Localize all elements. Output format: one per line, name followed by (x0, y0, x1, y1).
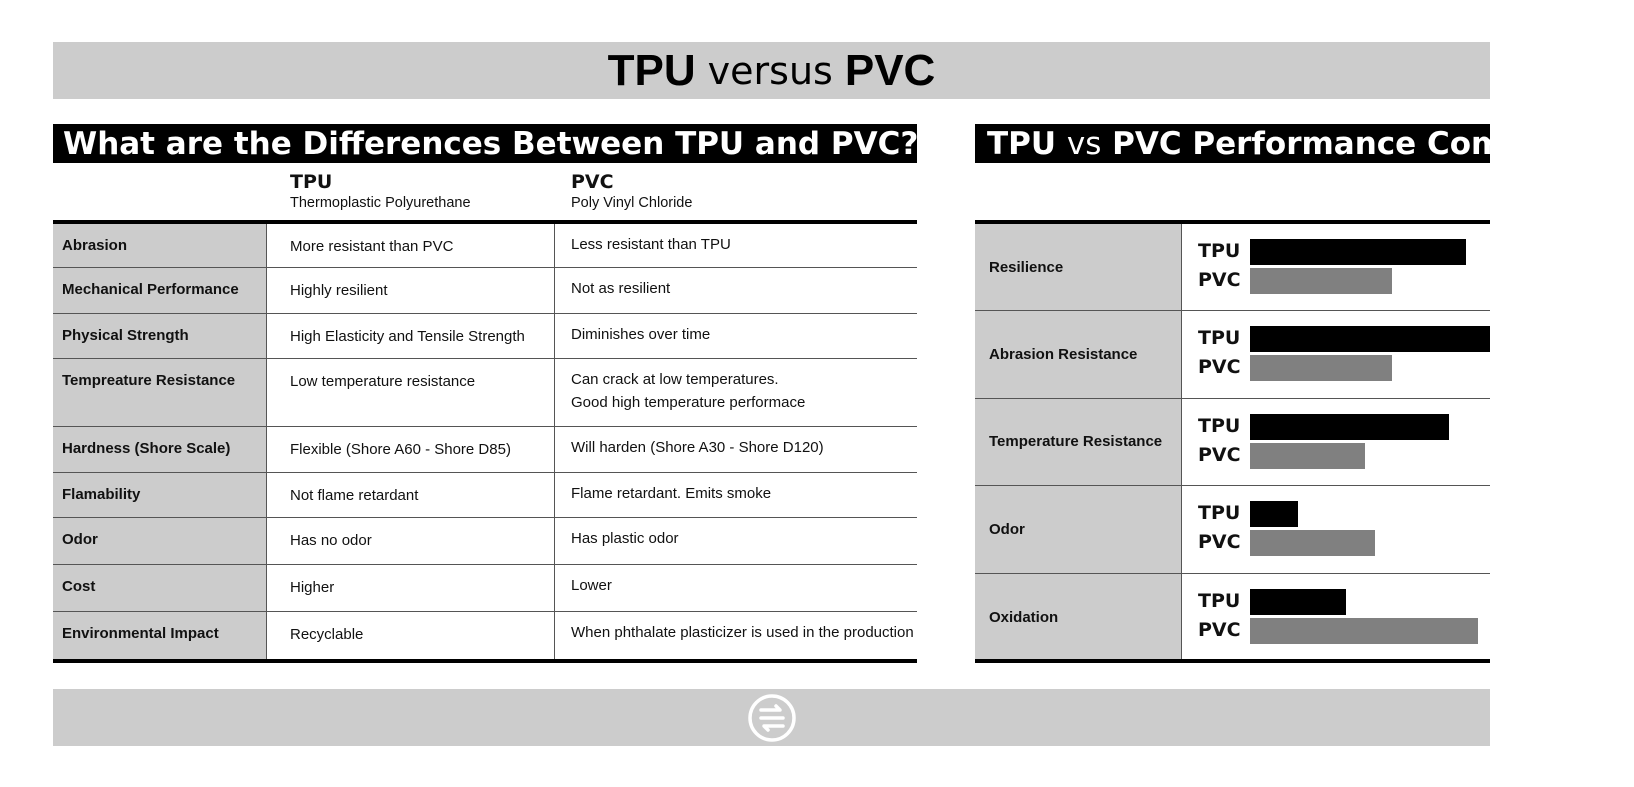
pvc-cell (571, 436, 824, 459)
tpu-cell: Higher (290, 579, 335, 596)
tpu-cell: High Elasticity and Tensile Strength (290, 328, 525, 345)
title-versus: versus (707, 48, 833, 93)
pvc-cell (571, 233, 731, 256)
bar-tpu (1250, 239, 1466, 265)
series-label-tpu: TPU (1198, 502, 1241, 525)
table-row (53, 224, 917, 268)
tpu-cell: Not flame retardant (290, 487, 419, 504)
series-label-tpu: TPU (1198, 589, 1241, 612)
chart-row (975, 486, 1490, 573)
row-label: Cost (53, 565, 267, 611)
row-label: Mechanical Performance (53, 268, 267, 313)
perf-heading-vs: vs (1066, 125, 1102, 162)
pvc-cell-line: Less resistant than TPU (571, 236, 731, 253)
title-pvc: PVC (844, 45, 936, 95)
category-label: Odor (975, 486, 1182, 572)
column-tpu-abbr: TPU (290, 171, 333, 193)
tpu-cell: Flexible (Shore A60 - Shore D85) (290, 441, 511, 458)
column-pvc-full: Poly Vinyl Chloride (571, 195, 693, 211)
pvc-cell (571, 277, 670, 300)
bar-tpu (1250, 414, 1449, 440)
table-row (53, 359, 917, 427)
bar-tpu (1250, 326, 1490, 352)
bar-pvc (1250, 530, 1375, 556)
differences-heading-text: What are the Differences Between TPU and PVC? (63, 125, 919, 162)
table-bottom-rule (53, 659, 917, 663)
tpu-cell: Highly resilient (290, 282, 388, 299)
table-row (53, 612, 917, 662)
row-label: Abrasion (53, 224, 267, 267)
series-label-tpu: TPU (1198, 414, 1241, 437)
tpu-cell: Has no odor (290, 532, 372, 549)
title-tpu: TPU (607, 45, 696, 95)
series-label-pvc: PVC (1198, 531, 1241, 554)
pvc-cell-line: Will harden (Shore A30 - Shore D120) (571, 439, 824, 456)
exchange-arrows-logo-icon (747, 693, 797, 743)
chart-row (975, 399, 1490, 486)
pvc-cell-line: When phthalate plasticizer is used in the production (571, 624, 914, 641)
row-label: Tempreature Resistance (53, 359, 267, 426)
performance-heading (975, 124, 1634, 163)
bar-pvc (1250, 618, 1478, 644)
pvc-cell (571, 323, 710, 346)
pvc-cell-line: Lower (571, 577, 612, 594)
table-row (53, 314, 917, 359)
perf-heading-tpu: TPU (987, 125, 1057, 162)
series-label-tpu: TPU (1198, 327, 1241, 350)
series-label-pvc: PVC (1198, 356, 1241, 379)
chart-row (975, 574, 1490, 661)
row-label: Environmental Impact (53, 612, 267, 662)
chart-row (975, 311, 1490, 398)
pvc-cell-line: Has plastic odor (571, 530, 679, 547)
chart-bottom-rule (975, 659, 1490, 663)
series-label-pvc: PVC (1198, 618, 1241, 641)
series-label-pvc: PVC (1198, 269, 1241, 291)
table-row (53, 518, 917, 565)
row-label: Odor (53, 518, 267, 564)
table-row (53, 427, 917, 473)
row-label: Flamability (53, 473, 267, 517)
pvc-cell (571, 621, 914, 644)
pvc-cell (571, 368, 805, 414)
series-label-pvc: PVC (1198, 443, 1241, 466)
category-label: Oxidation (975, 574, 1182, 661)
pvc-cell (571, 482, 771, 505)
column-header-tpu (290, 171, 471, 211)
pvc-cell-line: Flame retardant. Emits smoke (571, 485, 772, 502)
bar-tpu (1250, 501, 1298, 527)
bar-pvc (1250, 355, 1392, 381)
performance-chart (975, 220, 1490, 663)
column-header-pvc (571, 171, 692, 211)
title-banner (53, 42, 1490, 99)
tpu-cell: Recyclable (290, 626, 364, 643)
column-tpu-full: Thermoplastic Polyurethane (290, 195, 471, 211)
tpu-cell: Low temperature resistance (290, 373, 476, 390)
row-label: Hardness (Shore Scale) (53, 427, 267, 472)
pvc-cell (571, 527, 679, 550)
column-divider (554, 224, 555, 659)
table-row (53, 268, 917, 314)
pvc-cell-line: Good high temperature performace (571, 394, 806, 411)
category-label: Abrasion Resistance (975, 311, 1182, 397)
chart-row (975, 224, 1490, 311)
table-row (53, 473, 917, 518)
bar-pvc (1250, 443, 1365, 469)
perf-heading-rest: PVC Performance Comparison (1112, 125, 1634, 162)
series-label-tpu: TPU (1198, 240, 1241, 262)
column-pvc-abbr: PVC (571, 171, 614, 193)
pvc-cell-line: Not as resilient (571, 280, 671, 297)
table-row (53, 565, 917, 612)
pvc-cell-line: Diminishes over time (571, 326, 711, 343)
bar-pvc (1250, 268, 1392, 294)
tpu-cell: More resistant than PVC (290, 238, 454, 255)
differences-heading (53, 124, 917, 163)
footer-banner (53, 689, 1490, 746)
bar-tpu (1250, 589, 1346, 615)
pvc-cell-line: Can crack at low temperatures. (571, 371, 779, 388)
category-label: Temperature Resistance (975, 399, 1182, 485)
pvc-cell (571, 574, 612, 597)
row-label: Physical Strength (53, 314, 267, 358)
category-label: Resilience (975, 224, 1182, 310)
